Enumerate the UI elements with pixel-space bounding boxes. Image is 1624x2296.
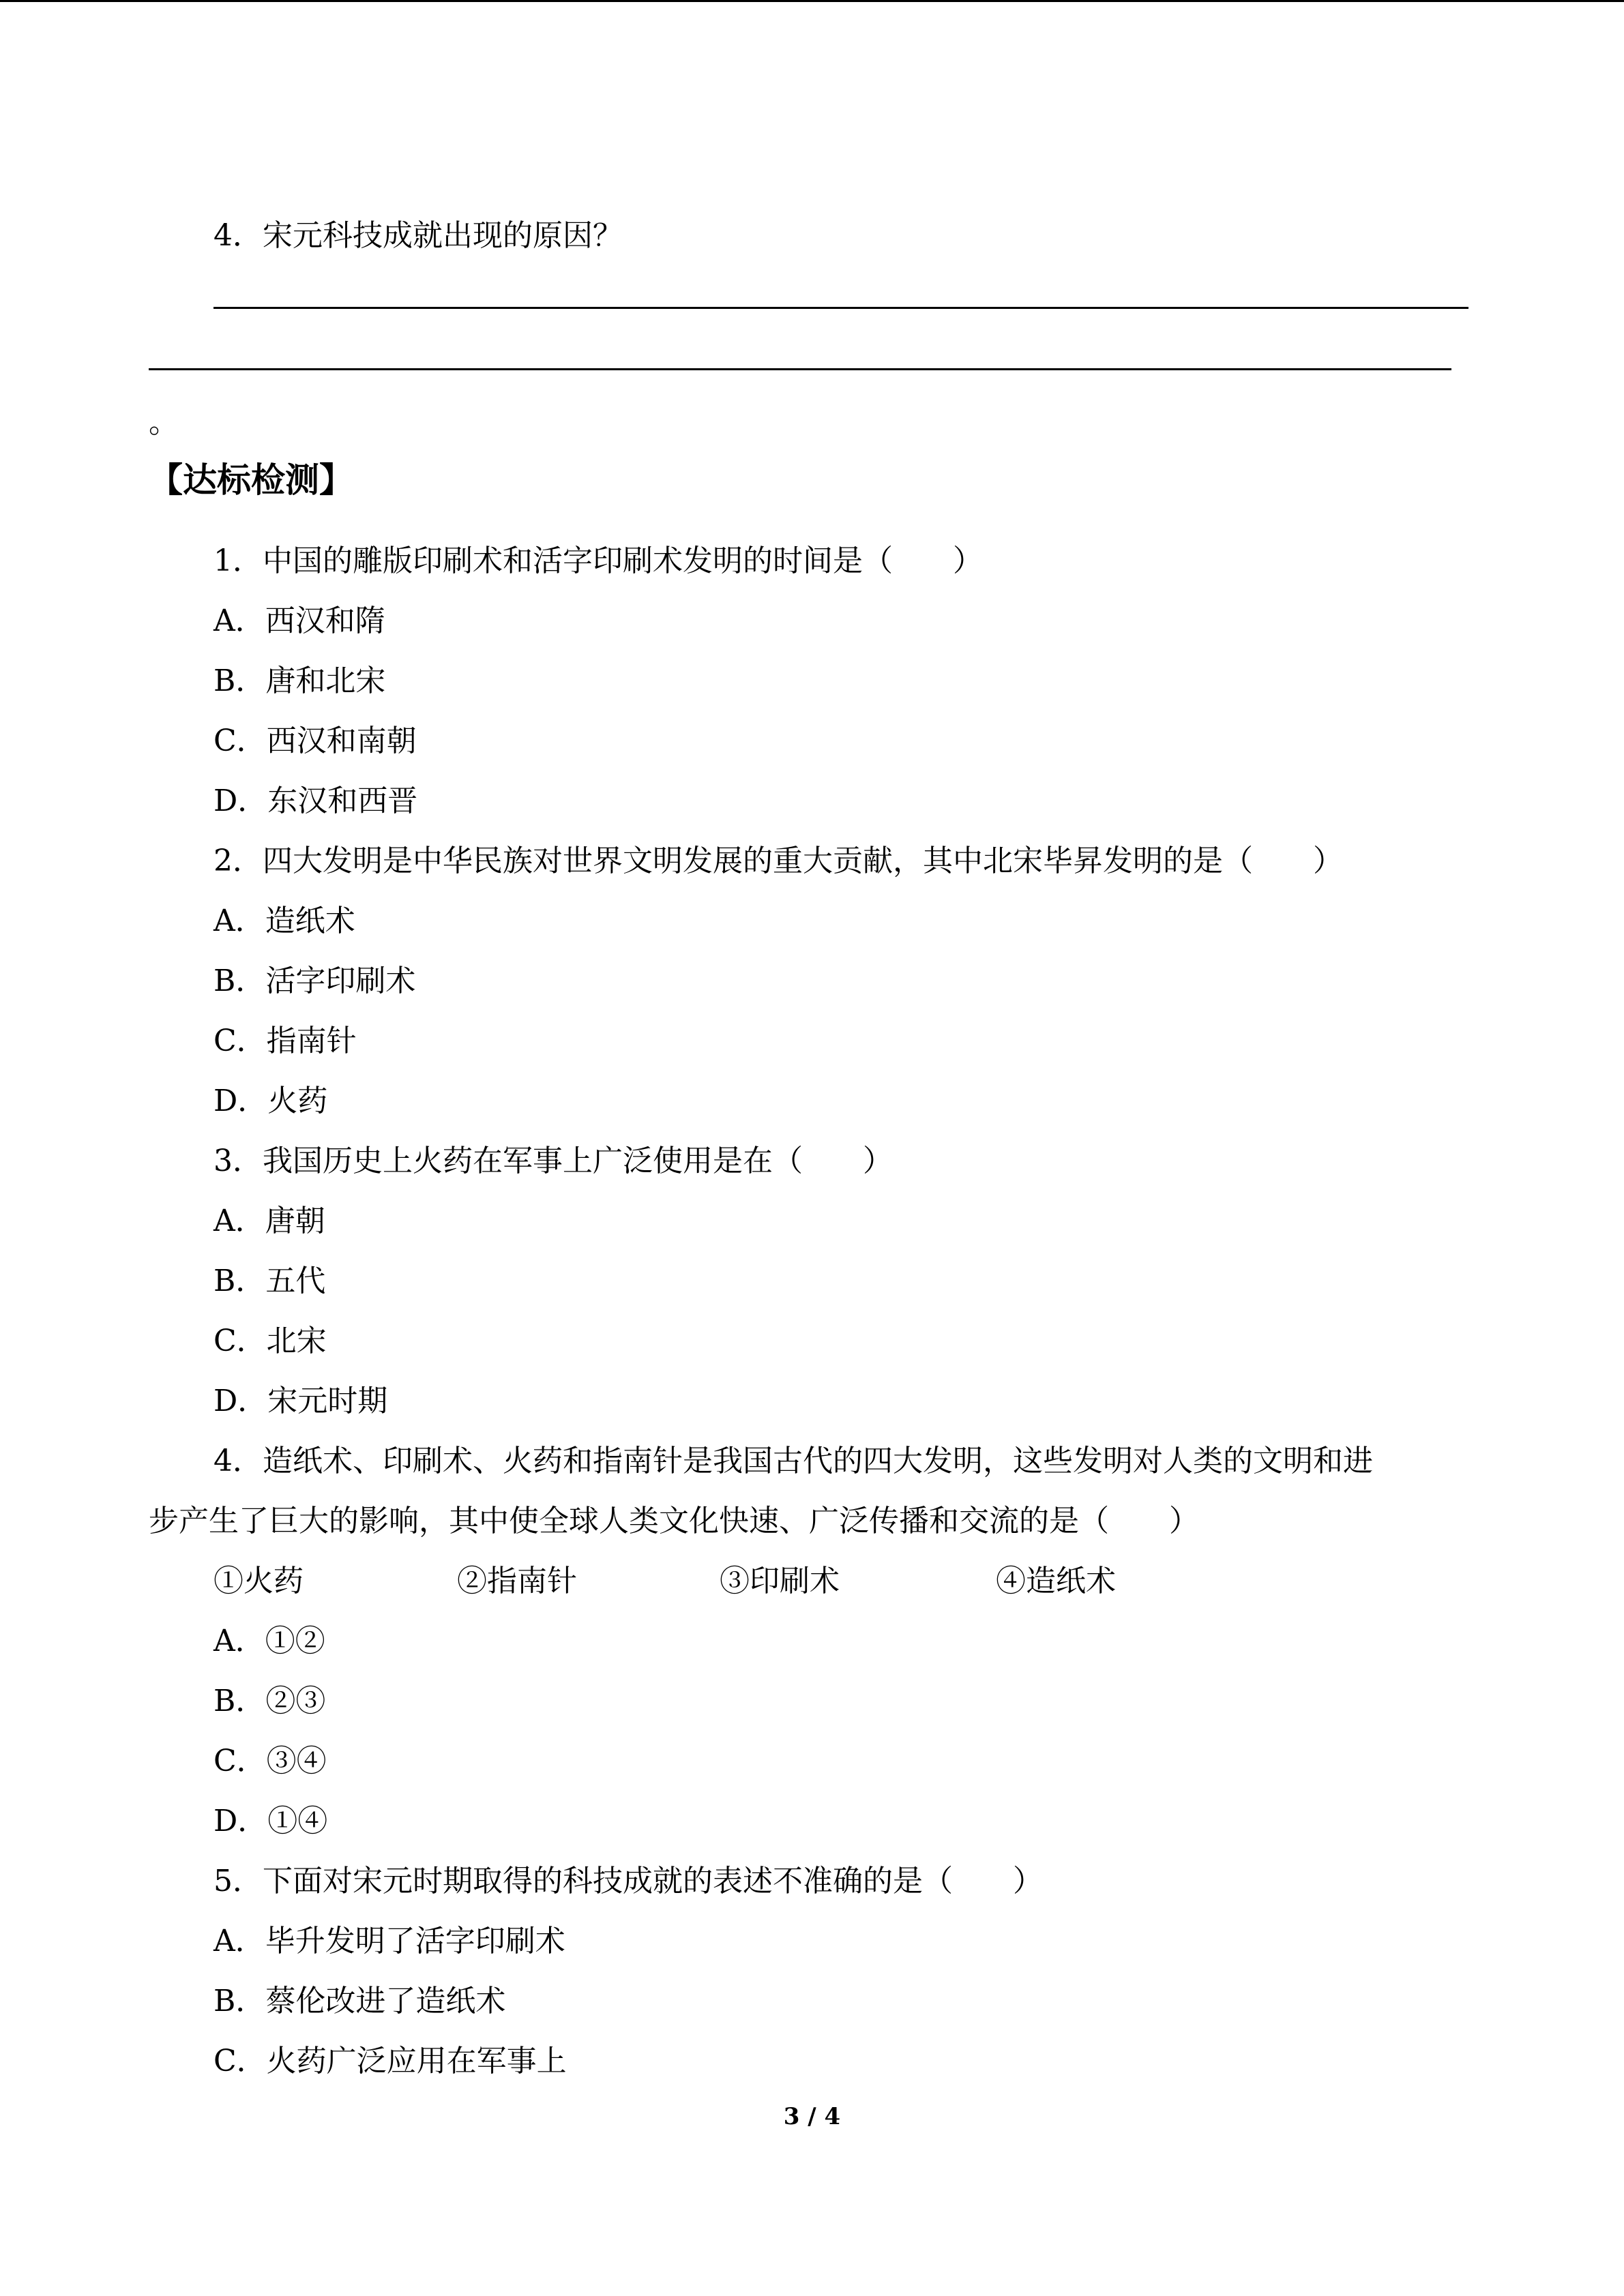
question-4-option-b: B．②③	[213, 1684, 326, 1718]
question-4-option-c: C．③④	[213, 1744, 327, 1778]
question-2-option-c: C．指南针	[213, 1024, 357, 1058]
question-1-stem: 1．中国的雕版印刷术和活字印刷术发明的时间是（ ）	[213, 543, 983, 578]
question-2-option-d: D．火药	[213, 1084, 328, 1118]
answer-line-2	[149, 368, 1451, 370]
question-5-stem: 5．下面对宋元时期取得的科技成就的表述不准确的是（ ）	[213, 1864, 1043, 1898]
question-1-option-a: A．西汉和隋	[213, 603, 385, 638]
question-5-option-b: B．蔡伦改进了造纸术	[213, 1984, 506, 2018]
question-4-item-1: ①火药	[213, 1564, 304, 1598]
question-4-item-4: ④造纸术	[996, 1564, 1116, 1598]
question-1-option-b: B．唐和北宋	[213, 664, 386, 698]
question-4-stem-line-1: 4．造纸术、印刷术、火药和指南针是我国古代的四大发明，这些发明对人类的文明和进	[213, 1444, 1373, 1478]
question-2-stem: 2．四大发明是中华民族对世界文明发展的重大贡献，其中北宋毕昇发明的是（ ）	[213, 844, 1343, 878]
question-1-option-d: D．东汉和西晋	[213, 784, 418, 818]
question-4-item-2: ②指南针	[457, 1564, 577, 1598]
question-5-option-c: C．火药广泛应用在军事上	[213, 2044, 567, 2078]
preamble-question-4: 4．宋元科技成就出现的原因？	[213, 218, 623, 253]
answer-line-1	[213, 307, 1468, 309]
question-5-option-a: A．毕升发明了活字印刷术	[213, 1924, 565, 1958]
page-top-border	[0, 0, 1624, 2]
question-4-option-d: D．①④	[213, 1804, 328, 1838]
answer-end-period: 。	[149, 405, 179, 440]
question-2-option-a: A．造纸术	[213, 904, 355, 938]
question-3-option-a: A．唐朝	[213, 1204, 325, 1238]
question-3-stem: 3．我国历史上火药在军事上广泛使用是在（ ）	[213, 1144, 893, 1178]
page-number: 3 / 4	[783, 2103, 841, 2130]
question-2-option-b: B．活字印刷术	[213, 964, 416, 998]
question-3-option-b: B．五代	[213, 1264, 326, 1298]
question-4-stem-line-2: 步产生了巨大的影响，其中使全球人类文化快速、广泛传播和交流的是（ ）	[149, 1504, 1199, 1538]
question-3-option-c: C．北宋	[213, 1324, 327, 1358]
question-4-item-3: ③印刷术	[720, 1564, 840, 1598]
question-4-option-a: A．①②	[213, 1624, 325, 1658]
section-title: 【达标检测】	[149, 460, 353, 500]
question-1-option-c: C．西汉和南朝	[213, 724, 417, 758]
question-3-option-d: D．宋元时期	[213, 1384, 388, 1418]
